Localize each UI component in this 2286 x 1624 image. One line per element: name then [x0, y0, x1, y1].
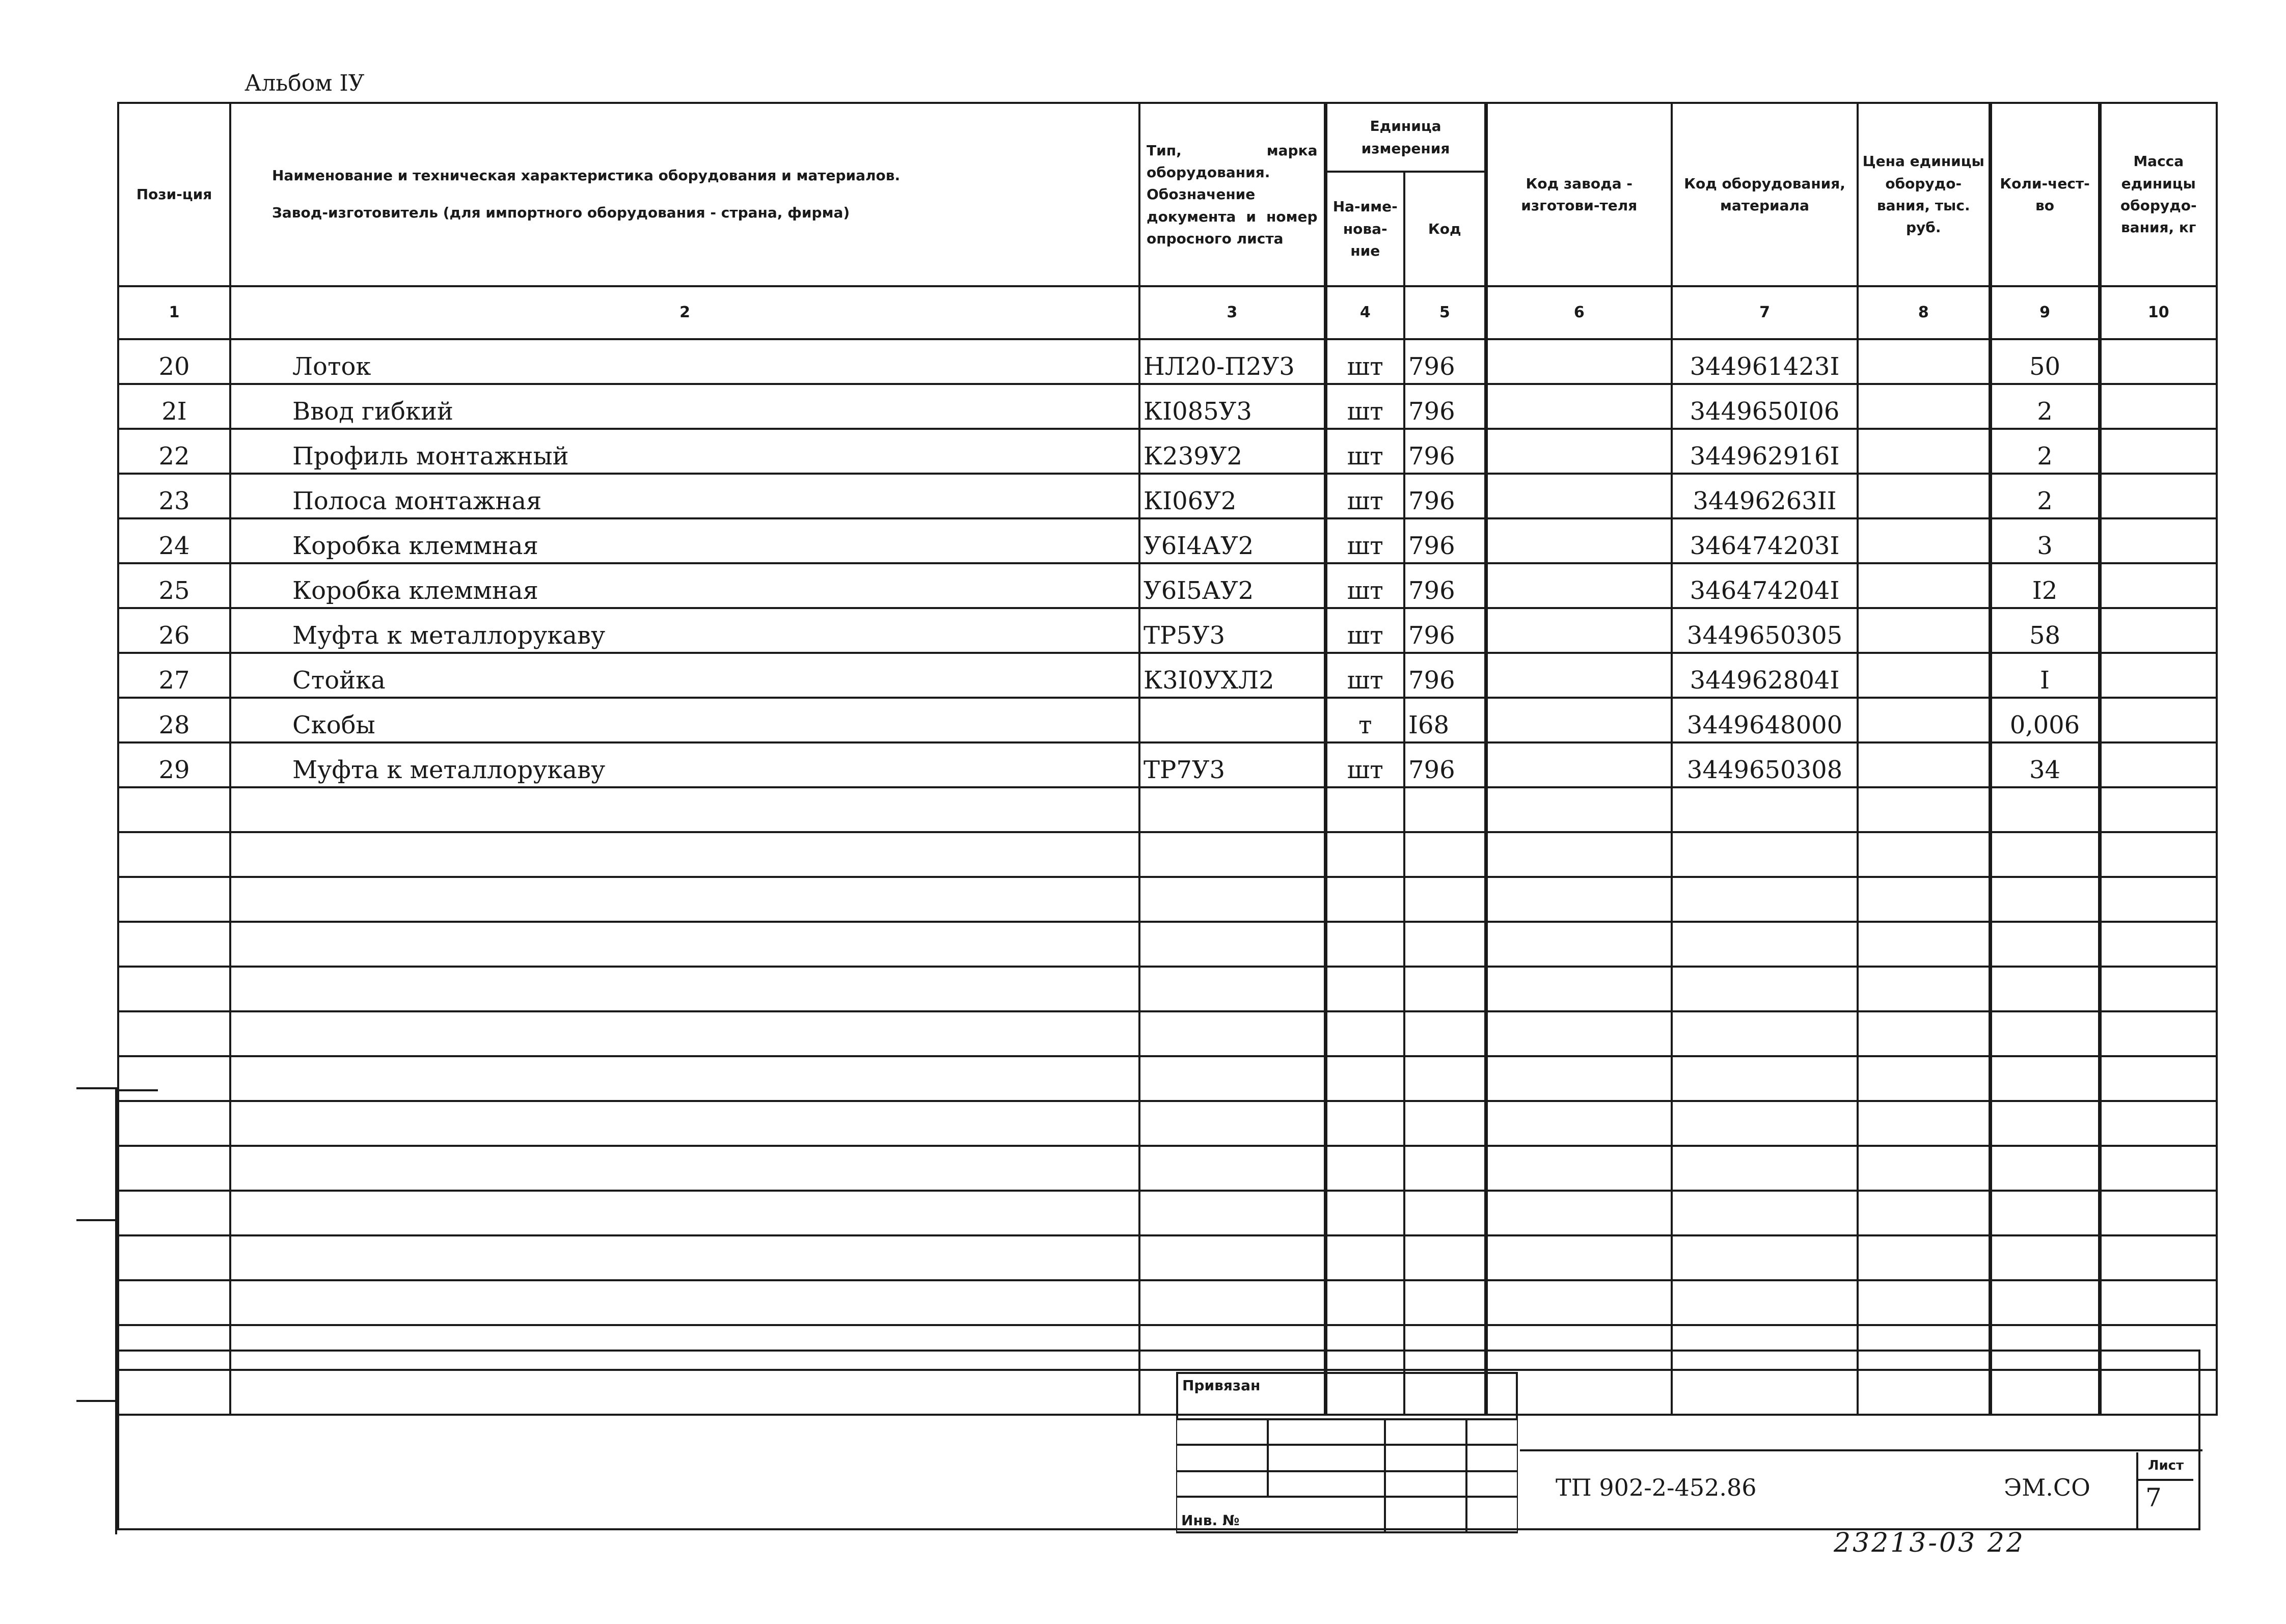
empty-cell	[1858, 1056, 1990, 1101]
cell-name: Лоток	[230, 339, 1139, 384]
empty-cell	[1404, 1280, 1486, 1325]
empty-cell	[1486, 1280, 1672, 1325]
cell-quantity: 2	[1990, 474, 2100, 518]
column-number: 3	[1139, 286, 1325, 339]
empty-cell	[1325, 1011, 1404, 1056]
empty-cell	[1990, 832, 2100, 877]
cell-type: К239У2	[1139, 429, 1325, 474]
empty-cell	[1486, 1235, 1672, 1280]
cell-quantity: I	[1990, 653, 2100, 698]
empty-cell	[1990, 1056, 2100, 1101]
cell-unit-code: 796	[1404, 563, 1486, 608]
cell-name: Коробка клеммная	[230, 518, 1139, 563]
cell-price	[1858, 608, 1990, 653]
empty-cell	[230, 922, 1139, 967]
cell-mass	[2100, 563, 2217, 608]
header-factory-code: Код завода - изготови-теля	[1486, 103, 1672, 286]
header-name-line1: Наименование и техническая характеристика оборудования и материалов.	[272, 167, 901, 184]
empty-cell	[1990, 1146, 2100, 1191]
empty-cell	[1672, 1056, 1858, 1101]
empty-cell	[230, 1235, 1139, 1280]
column-number: 2	[230, 286, 1139, 339]
cell-unit: шт	[1325, 429, 1404, 474]
empty-cell	[118, 1011, 230, 1056]
cell-unit-code: 796	[1404, 384, 1486, 429]
empty-cell	[1139, 1101, 1325, 1146]
empty-cell	[1486, 877, 1672, 922]
title-block-rule	[1520, 1448, 2202, 1453]
cell-equipment-code: 34496263II	[1672, 474, 1858, 518]
empty-cell	[1325, 1235, 1404, 1280]
cell-position: 29	[118, 742, 230, 787]
cell-name: Ввод гибкий	[230, 384, 1139, 429]
empty-cell	[2100, 1011, 2217, 1056]
cell-price	[1858, 698, 1990, 742]
table-row	[118, 339, 2217, 384]
empty-row	[118, 1101, 2217, 1146]
empty-cell	[1404, 787, 1486, 832]
cell-equipment-code: 3449648000	[1672, 698, 1858, 742]
empty-cell	[1325, 922, 1404, 967]
cell-price	[1858, 429, 1990, 474]
empty-cell	[1990, 787, 2100, 832]
column-number: 9	[1990, 286, 2100, 339]
empty-cell	[1672, 1280, 1858, 1325]
cell-type: У6I4АУ2	[1139, 518, 1325, 563]
cell-quantity: 34	[1990, 742, 2100, 787]
empty-cell	[1858, 787, 1990, 832]
empty-row	[118, 1056, 2217, 1101]
cell-mass	[2100, 518, 2217, 563]
cell-name: Стойка	[230, 653, 1139, 698]
empty-cell	[1325, 832, 1404, 877]
empty-cell	[1139, 1235, 1325, 1280]
cell-position: 24	[118, 518, 230, 563]
table-row	[118, 429, 2217, 474]
empty-cell	[1486, 1146, 1672, 1191]
empty-cell	[1672, 922, 1858, 967]
table-row	[118, 563, 2217, 608]
cell-type: КI06У2	[1139, 474, 1325, 518]
header-name-line2: Завод-изготовитель (для импортного оборудования - страна, фирма)	[272, 204, 850, 221]
cell-mass	[2100, 384, 2217, 429]
empty-row	[118, 967, 2217, 1011]
cell-name: Скобы	[230, 698, 1139, 742]
empty-cell	[2100, 967, 2217, 1011]
empty-cell	[1990, 1191, 2100, 1235]
cell-factory-code	[1486, 429, 1672, 474]
cell-unit: т	[1325, 698, 1404, 742]
empty-cell	[1325, 1280, 1404, 1325]
empty-cell	[1672, 967, 1858, 1011]
cell-unit: шт	[1325, 608, 1404, 653]
column-numbers-row	[118, 286, 2217, 339]
empty-cell	[118, 877, 230, 922]
cell-unit-code: I68	[1404, 698, 1486, 742]
cell-unit-code: 796	[1404, 474, 1486, 518]
empty-cell	[1858, 877, 1990, 922]
cell-price	[1858, 339, 1990, 384]
empty-cell	[230, 1191, 1139, 1235]
cell-type: ТР7У3	[1139, 742, 1325, 787]
sheet-box	[2136, 1452, 2193, 1530]
cell-type: НЛ20-П2У3	[1139, 339, 1325, 384]
empty-cell	[2100, 1280, 2217, 1325]
cell-quantity: 58	[1990, 608, 2100, 653]
cell-price	[1858, 518, 1990, 563]
empty-cell	[1858, 1101, 1990, 1146]
empty-cell	[1139, 1011, 1325, 1056]
empty-cell	[1404, 1101, 1486, 1146]
empty-cell	[1990, 1011, 2100, 1056]
empty-cell	[1325, 877, 1404, 922]
empty-cell	[1486, 922, 1672, 967]
header-name	[230, 103, 1139, 286]
empty-cell	[1139, 1146, 1325, 1191]
cell-position: 27	[118, 653, 230, 698]
cell-factory-code	[1486, 698, 1672, 742]
empty-cell	[1139, 832, 1325, 877]
cell-quantity: 2	[1990, 429, 2100, 474]
empty-cell	[230, 1056, 1139, 1101]
empty-cell	[1325, 1146, 1404, 1191]
cell-position: 25	[118, 563, 230, 608]
cell-equipment-code: 3449650308	[1672, 742, 1858, 787]
empty-row	[118, 922, 2217, 967]
cell-position: 26	[118, 608, 230, 653]
empty-cell	[230, 1011, 1139, 1056]
empty-cell	[1139, 922, 1325, 967]
column-number: 8	[1858, 286, 1990, 339]
empty-cell	[230, 832, 1139, 877]
empty-cell	[1486, 787, 1672, 832]
empty-cell	[2100, 877, 2217, 922]
column-number: 7	[1672, 286, 1858, 339]
cell-unit: шт	[1325, 518, 1404, 563]
empty-cell	[1325, 1056, 1404, 1101]
empty-cell	[118, 787, 230, 832]
cell-unit-code: 796	[1404, 653, 1486, 698]
empty-cell	[2100, 1235, 2217, 1280]
inventory-number-label: Инв. №	[1181, 1512, 1240, 1529]
empty-cell	[1139, 877, 1325, 922]
empty-cell	[1858, 832, 1990, 877]
header-type: Тип, марка оборудования. Обозначение документа и номер опросного листа	[1139, 103, 1325, 286]
table-row	[118, 474, 2217, 518]
cell-name: Профиль монтажный	[230, 429, 1139, 474]
table-row	[118, 653, 2217, 698]
cell-position: 23	[118, 474, 230, 518]
empty-cell	[1990, 1235, 2100, 1280]
empty-cell	[1139, 967, 1325, 1011]
archive-stamp: 23213-03 22	[1834, 1528, 2025, 1558]
empty-cell	[1486, 1191, 1672, 1235]
empty-cell	[1858, 1235, 1990, 1280]
header-price: Цена единицы оборудо-вания, тыс. руб.	[1858, 103, 1990, 286]
spec-table	[117, 102, 2218, 1416]
cell-type: К3I0УХЛ2	[1139, 653, 1325, 698]
empty-cell	[230, 877, 1139, 922]
empty-cell	[230, 1101, 1139, 1146]
cell-quantity: I2	[1990, 563, 2100, 608]
cell-quantity: 50	[1990, 339, 2100, 384]
cell-type: ТР5У3	[1139, 608, 1325, 653]
cell-mass	[2100, 698, 2217, 742]
empty-cell	[230, 967, 1139, 1011]
spec-body	[118, 339, 2217, 1415]
cell-type: КI085У3	[1139, 384, 1325, 429]
cell-mass	[2100, 429, 2217, 474]
column-number: 6	[1486, 286, 1672, 339]
empty-cell	[1486, 1011, 1672, 1056]
table-row	[118, 698, 2217, 742]
cell-unit: шт	[1325, 339, 1404, 384]
empty-cell	[2100, 787, 2217, 832]
empty-row	[118, 787, 2217, 832]
empty-cell	[1990, 922, 2100, 967]
empty-cell	[2100, 1101, 2217, 1146]
cell-unit-code: 796	[1404, 608, 1486, 653]
empty-cell	[1404, 967, 1486, 1011]
cell-unit-code: 796	[1404, 518, 1486, 563]
cell-price	[1858, 474, 1990, 518]
empty-cell	[1486, 1056, 1672, 1101]
empty-cell	[1990, 1280, 2100, 1325]
cell-mass	[2100, 339, 2217, 384]
empty-cell	[230, 1280, 1139, 1325]
empty-cell	[1672, 1191, 1858, 1235]
empty-cell	[1486, 832, 1672, 877]
empty-cell	[118, 832, 230, 877]
empty-cell	[1325, 1191, 1404, 1235]
empty-cell	[1325, 1101, 1404, 1146]
cell-name: Коробка клеммная	[230, 563, 1139, 608]
cell-mass	[2100, 653, 2217, 698]
cell-factory-code	[1486, 339, 1672, 384]
cell-factory-code	[1486, 474, 1672, 518]
empty-cell	[1404, 922, 1486, 967]
cell-position: 20	[118, 339, 230, 384]
cell-unit-code: 796	[1404, 742, 1486, 787]
cell-mass	[2100, 742, 2217, 787]
empty-row	[118, 1235, 2217, 1280]
cell-quantity: 2	[1990, 384, 2100, 429]
bound-box	[1176, 1372, 1520, 1533]
cell-factory-code	[1486, 384, 1672, 429]
empty-cell	[1672, 877, 1858, 922]
empty-cell	[1404, 1146, 1486, 1191]
cell-equipment-code: 344962916I	[1672, 429, 1858, 474]
cell-factory-code	[1486, 653, 1672, 698]
cell-unit: шт	[1325, 653, 1404, 698]
cell-factory-code	[1486, 742, 1672, 787]
empty-cell	[1486, 1101, 1672, 1146]
cell-price	[1858, 384, 1990, 429]
empty-cell	[1858, 1280, 1990, 1325]
header-pos: Пози-ция	[118, 103, 230, 286]
cell-unit-code: 796	[1404, 429, 1486, 474]
table-row	[118, 384, 2217, 429]
cell-name: Полоса монтажная	[230, 474, 1139, 518]
empty-row	[118, 1191, 2217, 1235]
empty-cell	[1672, 832, 1858, 877]
header-unit-name: На-име-нова-ние	[1325, 172, 1404, 286]
cell-unit: шт	[1325, 474, 1404, 518]
cell-factory-code	[1486, 518, 1672, 563]
cell-equipment-code: 3449650I06	[1672, 384, 1858, 429]
cell-quantity: 3	[1990, 518, 2100, 563]
cell-factory-code	[1486, 563, 1672, 608]
column-number: 5	[1404, 286, 1486, 339]
cell-price	[1858, 653, 1990, 698]
empty-cell	[1139, 787, 1325, 832]
empty-cell	[1858, 922, 1990, 967]
column-number: 1	[118, 286, 230, 339]
empty-cell	[1858, 1011, 1990, 1056]
empty-cell	[1404, 1056, 1486, 1101]
side-strip	[76, 1087, 117, 1532]
empty-cell	[1404, 877, 1486, 922]
table-row	[118, 742, 2217, 787]
cell-equipment-code: 344962804I	[1672, 653, 1858, 698]
cell-name: Муфта к металлорукаву	[230, 608, 1139, 653]
empty-cell	[1139, 1056, 1325, 1101]
cell-unit-code: 796	[1404, 339, 1486, 384]
bound-label: Привязан	[1176, 1372, 1518, 1420]
title-block	[117, 1350, 2200, 1530]
empty-cell	[118, 922, 230, 967]
cell-equipment-code: 344961423I	[1672, 339, 1858, 384]
empty-cell	[1672, 1101, 1858, 1146]
cell-equipment-code: 346474204I	[1672, 563, 1858, 608]
column-number: 10	[2100, 286, 2217, 339]
table-row	[118, 608, 2217, 653]
cell-unit: шт	[1325, 563, 1404, 608]
cell-position: 28	[118, 698, 230, 742]
cell-position: 22	[118, 429, 230, 474]
header-equip-code: Код оборудования, материала	[1672, 103, 1858, 286]
empty-cell	[1858, 967, 1990, 1011]
header-mass: Масса единицы оборудо-вания, кг	[2100, 103, 2217, 286]
cell-mass	[2100, 474, 2217, 518]
empty-cell	[1990, 877, 2100, 922]
empty-row	[118, 877, 2217, 922]
empty-row	[118, 1146, 2217, 1191]
empty-cell	[1325, 787, 1404, 832]
document-mark: ЭМ.СО	[2004, 1474, 2090, 1501]
empty-cell	[1404, 1191, 1486, 1235]
document-code: ТП 902-2-452.86	[1556, 1474, 1757, 1501]
empty-cell	[1990, 1101, 2100, 1146]
empty-cell	[2100, 922, 2217, 967]
empty-cell	[1486, 967, 1672, 1011]
empty-cell	[1672, 1146, 1858, 1191]
cell-quantity: 0,006	[1990, 698, 2100, 742]
empty-cell	[1672, 787, 1858, 832]
empty-row	[118, 1011, 2217, 1056]
empty-cell	[1139, 1191, 1325, 1235]
header-unit-code: Код	[1404, 172, 1486, 286]
table-row	[118, 518, 2217, 563]
empty-cell	[1404, 832, 1486, 877]
empty-cell	[1325, 967, 1404, 1011]
sheet-label: Лист	[2138, 1452, 2193, 1481]
empty-cell	[2100, 1056, 2217, 1101]
empty-row	[118, 1280, 2217, 1325]
empty-cell	[1858, 1191, 1990, 1235]
cell-equipment-code: 3449650305	[1672, 608, 1858, 653]
header-qty: Коли-чест-во	[1990, 103, 2100, 286]
empty-cell	[2100, 1191, 2217, 1235]
empty-cell	[230, 1146, 1139, 1191]
column-number: 4	[1325, 286, 1404, 339]
album-title: Альбом IУ	[244, 70, 365, 96]
cell-type	[1139, 698, 1325, 742]
empty-cell	[118, 967, 230, 1011]
cell-type: У6I5АУ2	[1139, 563, 1325, 608]
cell-factory-code	[1486, 608, 1672, 653]
empty-cell	[1672, 1235, 1858, 1280]
cell-unit: шт	[1325, 742, 1404, 787]
sheet-number: 7	[2145, 1483, 2162, 1512]
empty-row	[118, 832, 2217, 877]
cell-equipment-code: 346474203I	[1672, 518, 1858, 563]
empty-cell	[2100, 832, 2217, 877]
empty-cell	[1672, 1011, 1858, 1056]
empty-cell	[1139, 1280, 1325, 1325]
empty-cell	[1404, 1235, 1486, 1280]
empty-cell	[2100, 1146, 2217, 1191]
header-unit: Единица измерения	[1325, 103, 1486, 172]
empty-cell	[1858, 1146, 1990, 1191]
empty-cell	[230, 787, 1139, 832]
cell-unit: шт	[1325, 384, 1404, 429]
empty-cell	[1404, 1011, 1486, 1056]
cell-price	[1858, 742, 1990, 787]
cell-price	[1858, 563, 1990, 608]
empty-cell	[1990, 967, 2100, 1011]
cell-name: Муфта к металлорукаву	[230, 742, 1139, 787]
cell-mass	[2100, 608, 2217, 653]
cell-position: 2I	[118, 384, 230, 429]
